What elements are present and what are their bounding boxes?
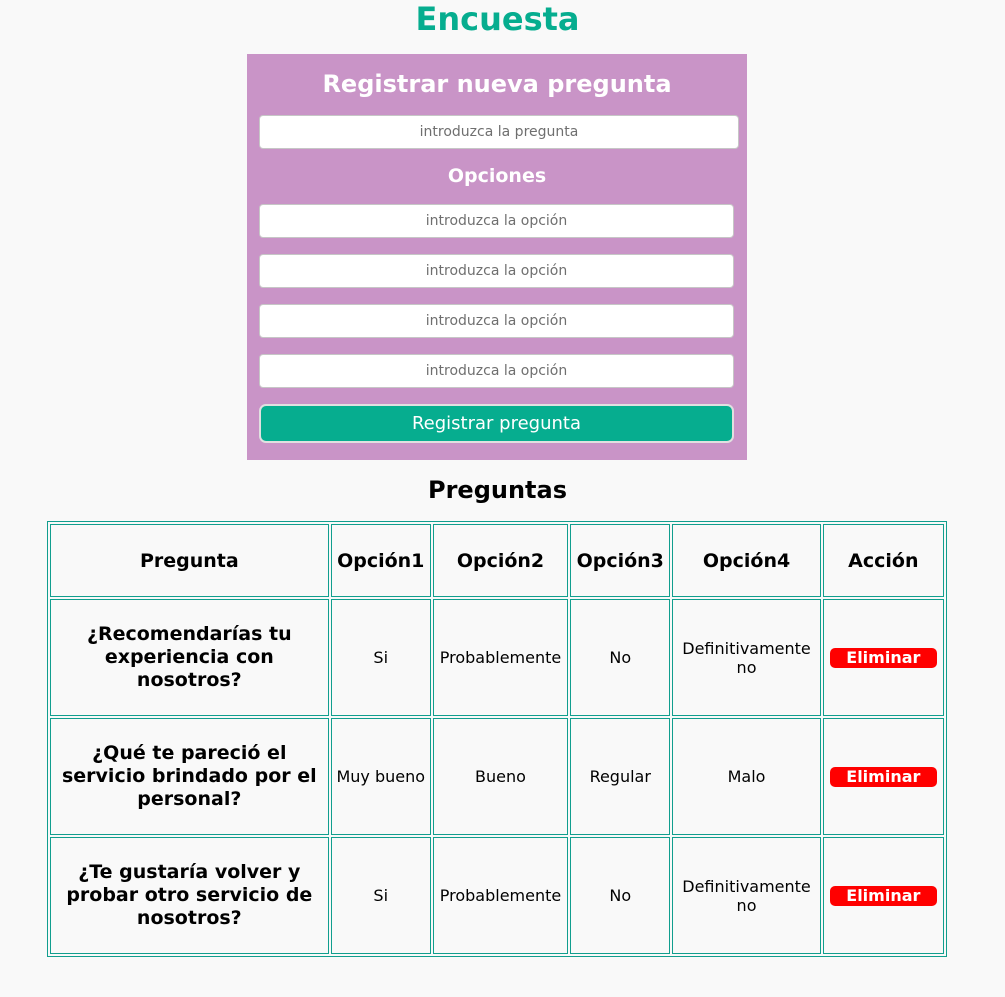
option-input-4[interactable]	[259, 354, 734, 388]
delete-button[interactable]: Eliminar	[830, 886, 937, 906]
table-row	[50, 718, 944, 835]
table-row	[50, 837, 944, 954]
question-cell: ¿Qué te pareció el servicio brindado por el personal?	[50, 718, 329, 835]
action-cell	[823, 837, 944, 954]
column-header-opcion3: Opción3	[570, 524, 670, 597]
option-cell: No	[570, 599, 670, 716]
questions-table	[47, 521, 947, 957]
action-cell	[823, 718, 944, 835]
option-cell: Bueno	[433, 718, 568, 835]
column-header-opcion4: Opción4	[672, 524, 820, 597]
option-input-1[interactable]	[259, 204, 734, 238]
action-cell	[823, 599, 944, 716]
options-heading: Opciones	[447, 165, 547, 187]
table-row	[50, 599, 944, 716]
column-header-opcion1: Opción1	[331, 524, 431, 597]
option-cell: Probablemente	[433, 599, 568, 716]
question-cell: ¿Recomendarías tu experiencia con nosotros?	[50, 599, 329, 716]
question-input[interactable]	[259, 115, 739, 149]
delete-button[interactable]: Eliminar	[830, 648, 937, 668]
option-cell: Si	[331, 837, 431, 954]
option-cell: Definitivamente no	[672, 837, 820, 954]
option-input-3[interactable]	[259, 304, 734, 338]
option-cell: No	[570, 837, 670, 954]
form-heading: Registrar nueva pregunta	[322, 70, 672, 98]
questions-heading: Preguntas	[427, 476, 567, 504]
option-input-2[interactable]	[259, 254, 734, 288]
option-cell: Regular	[570, 718, 670, 835]
page-title: Encuesta	[415, 0, 580, 38]
option-cell: Definitivamente no	[672, 599, 820, 716]
column-header-accion: Acción	[823, 524, 944, 597]
column-header-opcion2: Opción2	[433, 524, 568, 597]
option-cell: Muy bueno	[331, 718, 431, 835]
table-header-row	[50, 524, 944, 597]
option-cell: Probablemente	[433, 837, 568, 954]
option-cell: Malo	[672, 718, 820, 835]
register-question-button[interactable]: Registrar pregunta	[259, 404, 734, 443]
option-cell: Si	[331, 599, 431, 716]
question-cell: ¿Te gustaría volver y probar otro servicio de nosotros?	[50, 837, 329, 954]
column-header-pregunta: Pregunta	[50, 524, 329, 597]
delete-button[interactable]: Eliminar	[830, 767, 937, 787]
